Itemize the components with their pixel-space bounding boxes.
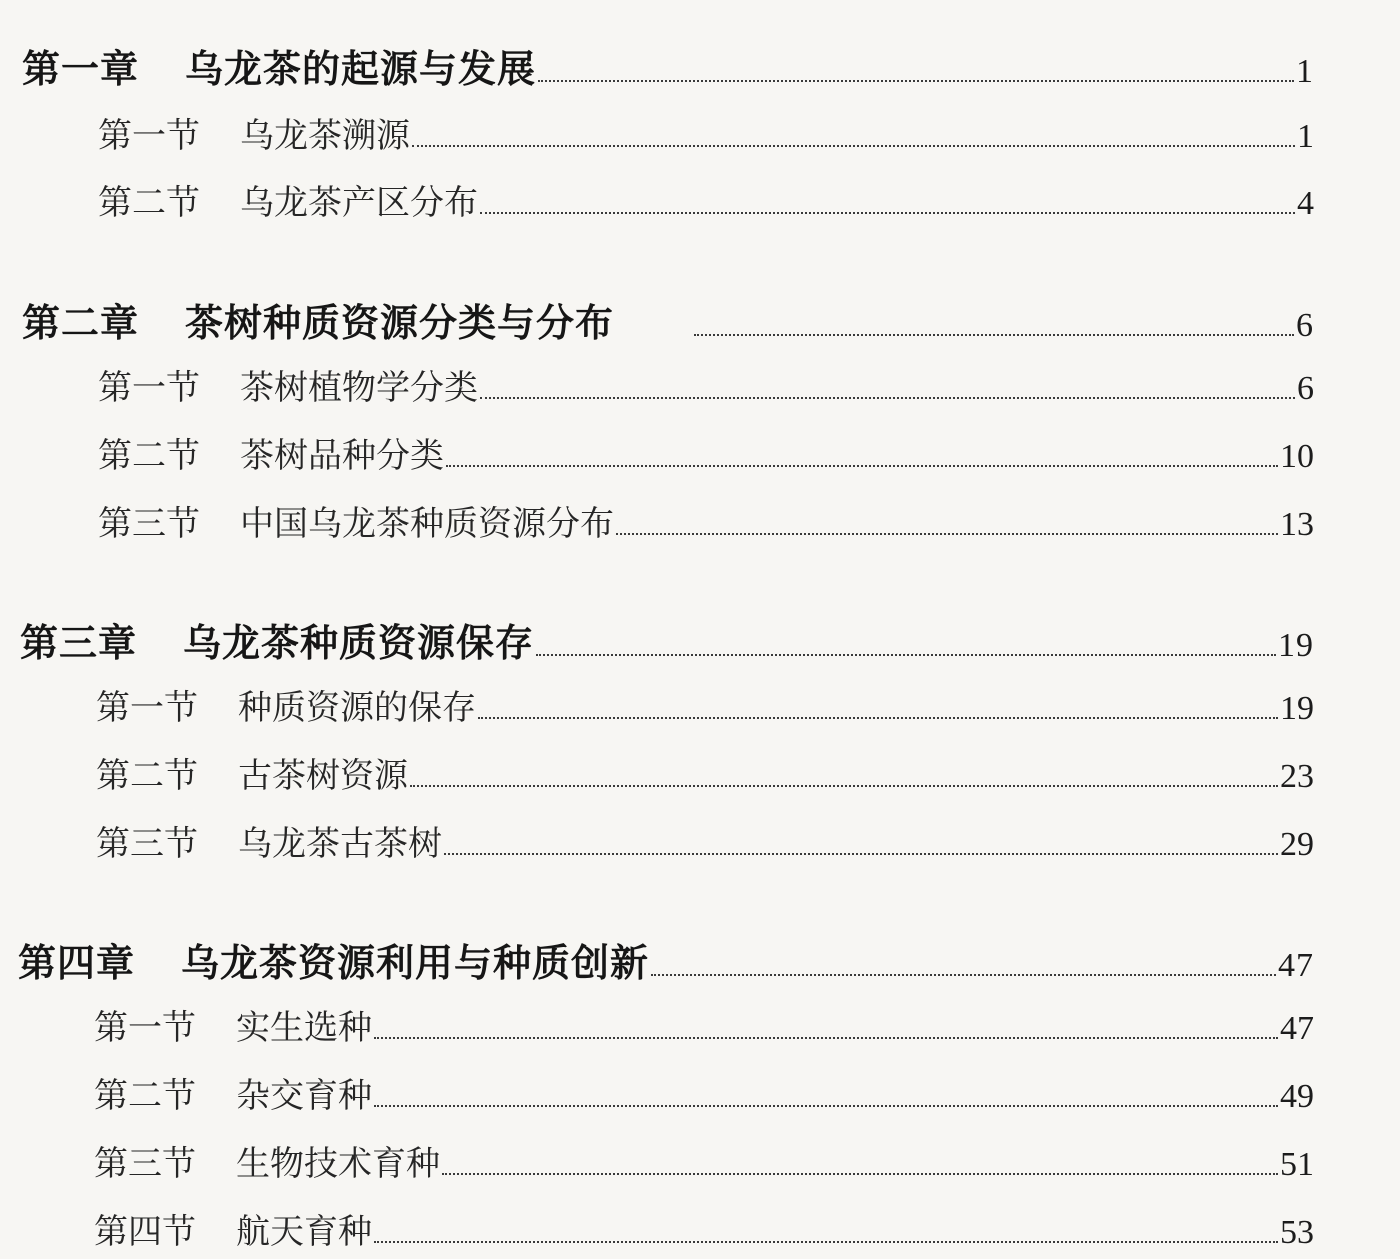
section-title: 杂交育种	[236, 1076, 372, 1116]
section-title: 乌龙茶古茶树	[238, 824, 442, 864]
section-title: 种质资源的保存	[238, 688, 476, 728]
dot-leader	[616, 533, 1278, 535]
dot-leader	[478, 717, 1278, 719]
chapter-label: 第四章	[18, 941, 136, 985]
page-number: 10	[1280, 438, 1314, 475]
section-3-1-entry[interactable]	[96, 680, 1314, 729]
section-label: 第一节	[98, 368, 200, 408]
page-number: 53	[1280, 1214, 1314, 1251]
section-title: 乌龙茶产区分布	[240, 183, 478, 223]
chapter-title: 茶树种质资源分类与分布	[185, 301, 615, 345]
chapter-label: 第一章	[22, 47, 140, 91]
section-label: 第一节	[96, 688, 198, 728]
dot-leader	[374, 1241, 1278, 1243]
dot-leader	[374, 1037, 1278, 1039]
section-label: 第三节	[96, 824, 198, 864]
section-4-1-entry[interactable]	[94, 1000, 1314, 1049]
page-number: 1	[1297, 118, 1314, 155]
page-number: 47	[1278, 947, 1314, 984]
page-number: 23	[1280, 758, 1314, 795]
section-title: 生物技术育种	[236, 1144, 440, 1184]
dot-leader	[446, 465, 1278, 467]
chapter-4-entry[interactable]	[18, 932, 1314, 987]
section-title: 实生选种	[236, 1008, 372, 1048]
page-number: 4	[1297, 185, 1314, 222]
section-title: 茶树植物学分类	[240, 368, 478, 408]
chapter-3-entry[interactable]	[20, 612, 1314, 667]
chapter-1-entry[interactable]	[22, 38, 1314, 93]
chapter-title: 乌龙茶的起源与发展	[185, 47, 537, 91]
section-title: 中国乌龙茶种质资源分布	[240, 504, 614, 544]
dot-leader	[536, 654, 1276, 656]
section-3-2-entry[interactable]	[96, 748, 1314, 797]
section-2-3-entry[interactable]	[98, 496, 1314, 545]
section-1-2-entry[interactable]	[98, 175, 1314, 224]
section-label: 第二节	[96, 756, 198, 796]
section-title: 航天育种	[236, 1212, 372, 1252]
chapter-label: 第三章	[20, 621, 138, 665]
page-number: 51	[1280, 1146, 1314, 1183]
section-2-1-entry[interactable]	[98, 360, 1314, 409]
section-label: 第三节	[94, 1144, 196, 1184]
section-3-3-entry[interactable]	[96, 816, 1314, 865]
dot-leader	[694, 334, 1294, 336]
dot-leader	[480, 212, 1295, 214]
chapter-2-entry[interactable]	[22, 292, 1314, 347]
dot-leader	[374, 1105, 1278, 1107]
dot-leader	[444, 853, 1278, 855]
section-title: 茶树品种分类	[240, 436, 444, 476]
dot-leader	[410, 785, 1278, 787]
section-label: 第一节	[98, 116, 200, 156]
section-label: 第四节	[94, 1212, 196, 1252]
section-label: 第二节	[94, 1076, 196, 1116]
chapter-title: 乌龙茶资源利用与种质创新	[181, 941, 650, 985]
section-1-1-entry[interactable]	[98, 108, 1314, 157]
page-number: 6	[1296, 307, 1314, 344]
page-number: 29	[1280, 826, 1314, 863]
dot-leader	[442, 1173, 1278, 1175]
section-title: 古茶树资源	[238, 756, 408, 796]
section-4-4-entry[interactable]	[94, 1204, 1314, 1253]
page-number: 6	[1297, 370, 1314, 407]
page-number: 47	[1280, 1010, 1314, 1047]
dot-leader	[538, 80, 1294, 82]
page-number: 19	[1280, 690, 1314, 727]
section-4-3-entry[interactable]	[94, 1136, 1314, 1185]
chapter-label: 第二章	[22, 301, 140, 345]
chapter-title: 乌龙茶种质资源保存	[183, 621, 535, 665]
dot-leader	[651, 974, 1276, 976]
dot-leader	[480, 397, 1295, 399]
section-label: 第三节	[98, 504, 200, 544]
dot-leader	[412, 145, 1295, 147]
page-number: 19	[1278, 627, 1314, 664]
page-number: 13	[1280, 506, 1314, 543]
section-title: 乌龙茶溯源	[240, 116, 410, 156]
section-4-2-entry[interactable]	[94, 1068, 1314, 1117]
page-number: 49	[1280, 1078, 1314, 1115]
section-2-2-entry[interactable]	[98, 428, 1314, 477]
section-label: 第一节	[94, 1008, 196, 1048]
section-label: 第二节	[98, 436, 200, 476]
section-label: 第二节	[98, 183, 200, 223]
page-number: 1	[1296, 53, 1314, 90]
